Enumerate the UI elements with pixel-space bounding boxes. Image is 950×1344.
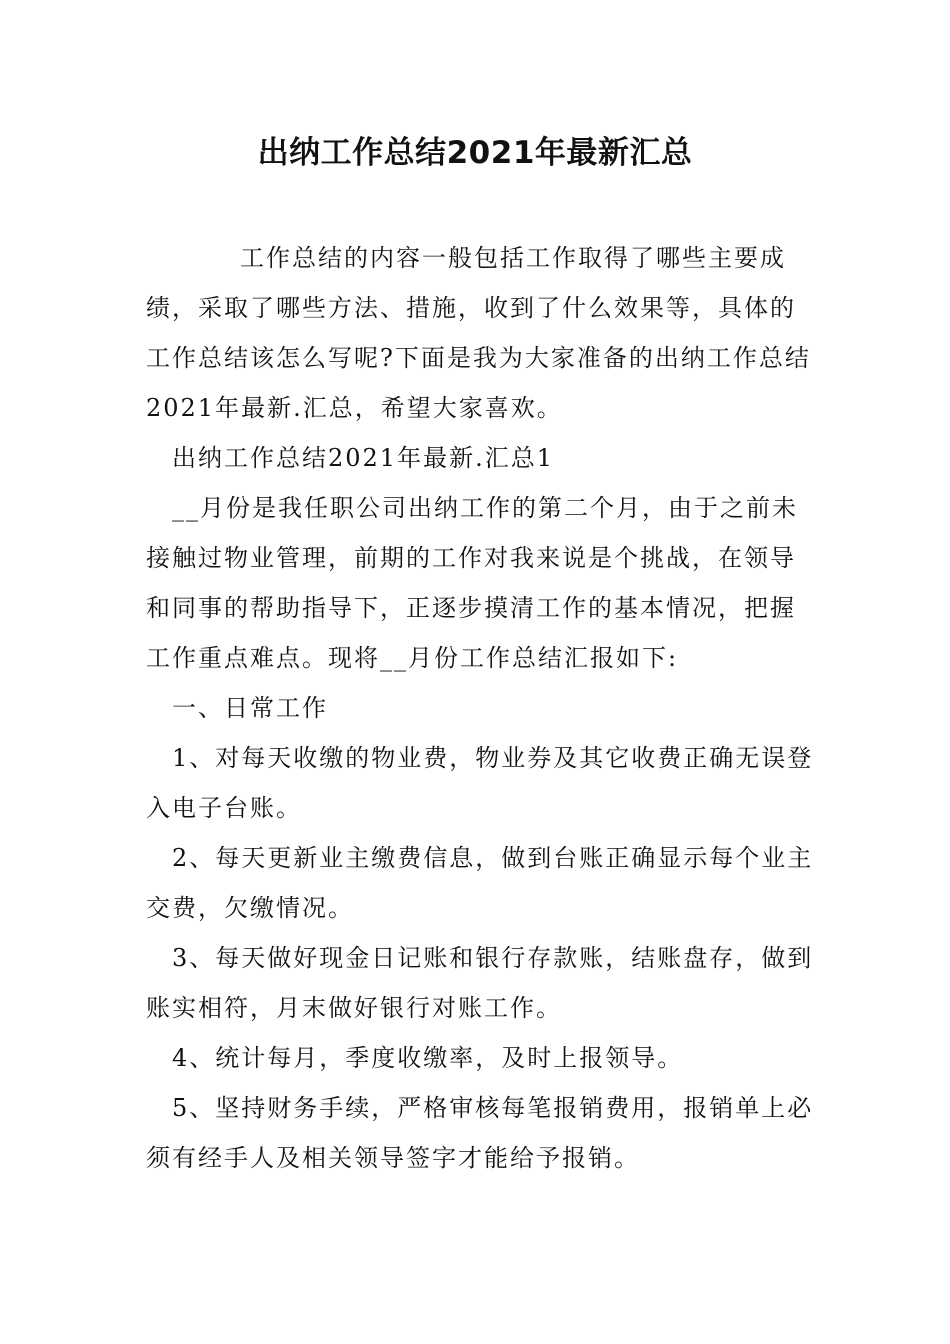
subsection-heading-daily-work: 一、日常工作: [172, 694, 328, 722]
page-title: 出纳工作总结2021年最新汇总: [257, 135, 693, 171]
paragraph-overview: __月份是我任职公司出纳工作的第二个月，由于之前未接触过物业管理，前期的工作对我来说是个挑战，在领导和同事的帮助指导下，正逐步摸清工作的基本情况，把握工作重点难点。现将__月份工作总结汇报如下:: [146, 494, 798, 672]
list-item-1: 1、对每天收缴的物业费，物业券及其它收费正确无误登入电子台账。: [146, 744, 814, 822]
section-heading-1: 出纳工作总结2021年最新.汇总1: [172, 444, 554, 472]
list-item-4: 4、统计每月，季度收缴率，及时上报领导。: [172, 1044, 684, 1072]
intro-paragraph: 工作总结的内容一般包括工作取得了哪些主要成绩，采取了哪些方法、措施，收到了什么效果等，具体的工作总结该怎么写呢?下面是我为大家准备的出纳工作总结2021年最新.汇总，希望大家喜欢。: [146, 244, 811, 422]
list-item-2: 2、每天更新业主缴费信息，做到台账正确显示每个业主交费，欠缴情况。: [146, 844, 814, 922]
list-item-5: 5、坚持财务手续，严格审核每笔报销费用，报销单上必须有经手人及相关领导签字才能给予报销。: [146, 1094, 814, 1172]
document-body: [146, 233, 814, 1183]
list-item-3: 3、每天做好现金日记账和银行存款账，结账盘存，做到账实相符，月末做好银行对账工作。: [146, 944, 814, 1022]
